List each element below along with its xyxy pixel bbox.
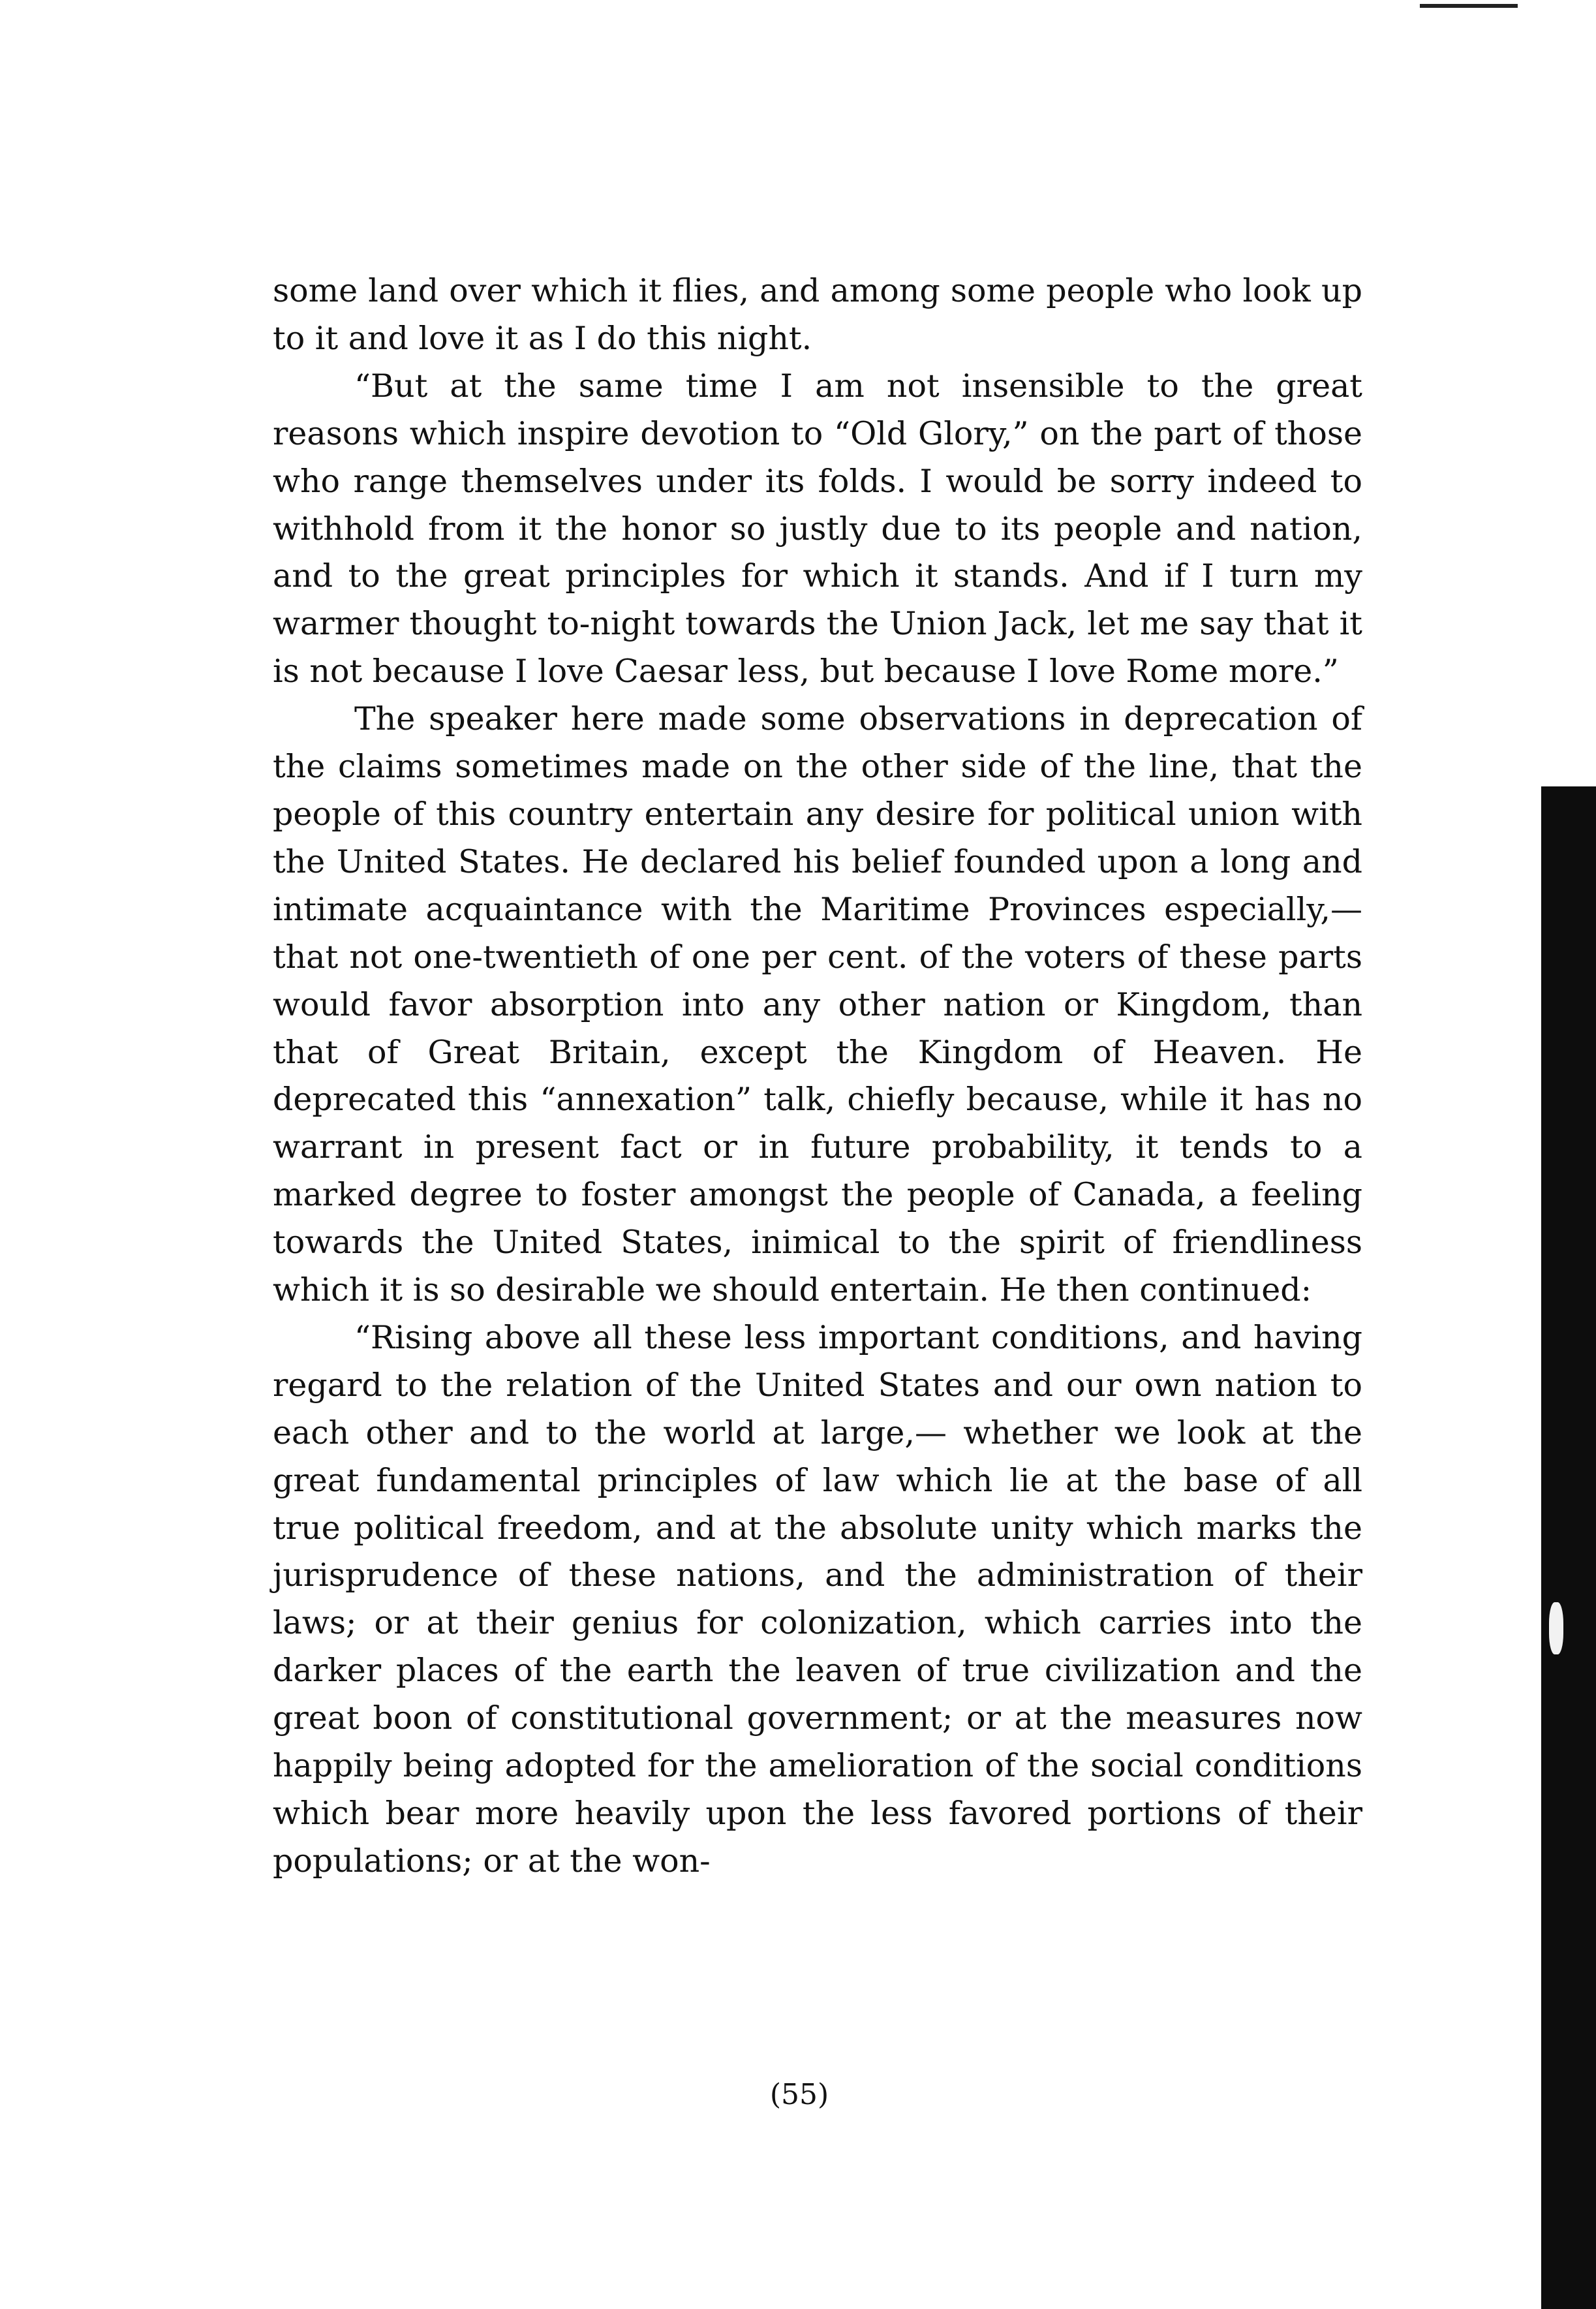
scan-edge-shadow bbox=[1541, 786, 1596, 2309]
top-rule bbox=[1420, 4, 1518, 8]
paragraph-4: “Rising above all these less important conditions, and having regard to the relation of the United States and our own nation to each other and to the world at large,— whether we look at the great fundamental principles of law which lie at the base of all true political freedom, and at the absolute unity which marks the jurisprudence of these nations, and the administration of their laws; or at their genius for colonization, which carries into the darker places of the earth the leaven of true civilization and the great boon of constitutional government; or at the measures now happily being adopted for the amelioration of the social conditions which bear more heavily upon the less favored portions of their populations; or at the won- bbox=[273, 1318, 1362, 1880]
paragraph-1: some land over which it flies, and among some people who look up to it and love it as I do this night. bbox=[273, 272, 1362, 357]
page-number: (55) bbox=[769, 2078, 829, 2111]
paragraph-2: “But at the same time I am not insensible to the great reasons which inspire devotion to “Old Glory,” on the part of those who range themselves under its folds. I would be sorry indeed to withhold from it the honor so justly due to its people and nation, and to the great principles for which it stands. And if I turn my warmer thought to-night towards the Union Jack, let me say that it is not because I love Caesar less, but because I love Rome more.” bbox=[273, 367, 1362, 690]
body-text bbox=[273, 268, 1362, 1885]
paragraph-3: The speaker here made some observations in deprecation of the claims sometimes made on the other side of the line, that the people of this country entertain any desire for political union with the United States. He declared his belief founded upon a long and intimate acquaintance with the Maritime Provinces especially,— that not one-twentieth of one per cent. of the voters of these parts would favor absorption into any other nation or Kingdom, than that of Great Britain, except the Kingdom of Heaven. He deprecated this “annexation” talk, chiefly because, while it has no warrant in present fact or in future probability, it tends to a marked degree to foster amongst the people of Canada, a feeling towards the United States, inimical to the spirit of friendliness which it is so desirable we should entertain. He then continued: bbox=[273, 700, 1362, 1309]
